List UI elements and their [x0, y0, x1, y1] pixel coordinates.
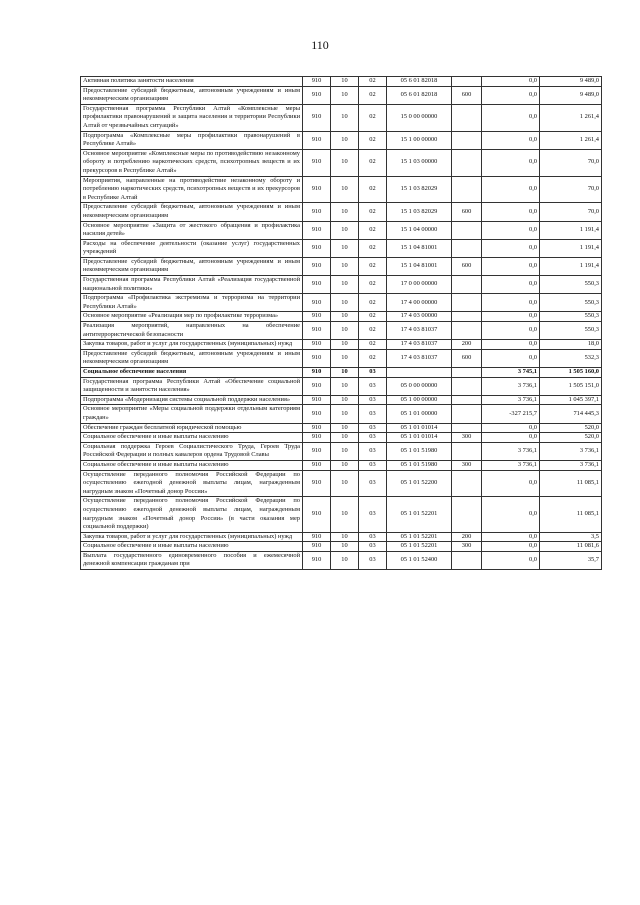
row-name: Расходы на обеспечение деятельности (оказание услуг) государственных учреждений: [81, 239, 303, 257]
row-subsection: 03: [359, 433, 387, 443]
row-amount-change: 0,0: [482, 176, 540, 203]
table-row: [81, 542, 602, 552]
row-expense-type: [452, 149, 482, 176]
row-expense-type: 600: [452, 349, 482, 367]
row-amount-change: 0,0: [482, 322, 540, 340]
row-name: Основное мероприятие «Защита от жестокого обращения и профилактика насилия детей»: [81, 221, 303, 239]
row-expense-type: [452, 497, 482, 532]
row-amount-total: 1 505 151,0: [540, 377, 602, 395]
budget-table: [80, 76, 602, 570]
row-subsection: 02: [359, 239, 387, 257]
row-name: Государственная программа Республики Алтай «Реализация государственной национальной политики»: [81, 276, 303, 294]
row-amount-change: 0,0: [482, 294, 540, 312]
row-name: Предоставление субсидий бюджетным, автономным учреждениям и иным некоммерческим организациям: [81, 349, 303, 367]
row-name: Подпрограмма «Профилактика экстремизма и терроризма на территории Республики Алтай»: [81, 294, 303, 312]
row-amount-total: 1 191,4: [540, 221, 602, 239]
row-target-code: 05 1 01 51980: [387, 442, 452, 460]
row-name: Социальное обеспечение и иные выплаты населению: [81, 542, 303, 552]
row-amount-total: 1 191,4: [540, 239, 602, 257]
row-target-code: 05 1 01 01014: [387, 433, 452, 443]
row-amount-total: 1 261,4: [540, 131, 602, 149]
row-subsection: 02: [359, 349, 387, 367]
row-amount-change: 0,0: [482, 276, 540, 294]
row-amount-total: 70,0: [540, 176, 602, 203]
row-expense-type: [452, 442, 482, 460]
table-row: [81, 203, 602, 221]
row-expense-type: 200: [452, 340, 482, 350]
row-target-code: 05 1 01 00000: [387, 405, 452, 423]
row-section: 10: [331, 542, 359, 552]
row-target-code: 05 0 00 00000: [387, 377, 452, 395]
row-name: Социальное обеспечение населения: [81, 368, 303, 378]
row-ministry-code: 910: [303, 497, 331, 532]
row-section: 10: [331, 442, 359, 460]
row-target-code: [387, 368, 452, 378]
row-name: Предоставление субсидий бюджетным, автономным учреждениям и иным некоммерческим организациям: [81, 203, 303, 221]
row-ministry-code: 910: [303, 340, 331, 350]
row-ministry-code: 910: [303, 149, 331, 176]
row-ministry-code: 910: [303, 395, 331, 405]
row-amount-total: 550,3: [540, 276, 602, 294]
row-section: 10: [331, 104, 359, 131]
row-ministry-code: 910: [303, 294, 331, 312]
row-expense-type: 600: [452, 86, 482, 104]
row-amount-total: 9 489,0: [540, 77, 602, 87]
table-row: [81, 551, 602, 569]
row-section: 10: [331, 349, 359, 367]
table-row: [81, 368, 602, 378]
row-ministry-code: 910: [303, 131, 331, 149]
row-target-code: 05 1 00 00000: [387, 395, 452, 405]
table-row: [81, 405, 602, 423]
row-subsection: 03: [359, 542, 387, 552]
row-subsection: 03: [359, 395, 387, 405]
row-subsection: 02: [359, 294, 387, 312]
row-amount-change: 0,0: [482, 131, 540, 149]
row-target-code: 15 1 04 81001: [387, 257, 452, 275]
row-expense-type: [452, 312, 482, 322]
row-section: 10: [331, 377, 359, 395]
row-amount-total: 3 736,1: [540, 460, 602, 470]
row-section: 10: [331, 239, 359, 257]
row-amount-change: 0,0: [482, 149, 540, 176]
row-amount-total: 1 261,4: [540, 104, 602, 131]
row-target-code: 15 1 03 82029: [387, 176, 452, 203]
row-target-code: 05 1 01 52201: [387, 497, 452, 532]
row-section: 10: [331, 405, 359, 423]
row-amount-change: 0,0: [482, 497, 540, 532]
row-subsection: 02: [359, 77, 387, 87]
row-subsection: 03: [359, 368, 387, 378]
row-name: Закупка товаров, работ и услуг для государственных (муниципальных) нужд: [81, 340, 303, 350]
row-expense-type: [452, 239, 482, 257]
row-amount-total: 550,3: [540, 294, 602, 312]
row-expense-type: [452, 377, 482, 395]
row-section: 10: [331, 532, 359, 542]
row-amount-change: 0,0: [482, 77, 540, 87]
row-name: Государственная программа Республики Алтай «Обеспечение социальной защищенности и занятости населения»: [81, 377, 303, 395]
row-ministry-code: 910: [303, 176, 331, 203]
table-row: [81, 470, 602, 497]
row-ministry-code: 910: [303, 239, 331, 257]
table-row: [81, 423, 602, 433]
table-row: [81, 312, 602, 322]
row-target-code: 05 1 01 51980: [387, 460, 452, 470]
row-expense-type: [452, 77, 482, 87]
table-row: [81, 294, 602, 312]
table-row: [81, 104, 602, 131]
table-row: [81, 221, 602, 239]
row-name: Подпрограмма «Комплексные меры профилактики правонарушений в Республике Алтай»: [81, 131, 303, 149]
row-section: 10: [331, 433, 359, 443]
row-amount-change: 0,0: [482, 257, 540, 275]
table-row: [81, 276, 602, 294]
row-subsection: 02: [359, 86, 387, 104]
row-name: Мероприятия, направленные на противодействие незаконному обороту и потреблению наркотических средств, психотропных веществ и их прекурсоров в Республике Алтай: [81, 176, 303, 203]
table-row: [81, 433, 602, 443]
row-target-code: 15 1 00 00000: [387, 131, 452, 149]
row-name: Подпрограмма «Модернизация системы социальной поддержки населения»: [81, 395, 303, 405]
row-ministry-code: 910: [303, 86, 331, 104]
row-ministry-code: 910: [303, 203, 331, 221]
row-name: Реализация мероприятий, направленных на обеспечение антитеррористической безопасности: [81, 322, 303, 340]
row-amount-change: 3 745,1: [482, 368, 540, 378]
row-amount-total: 70,0: [540, 149, 602, 176]
row-target-code: 17 4 03 81037: [387, 322, 452, 340]
row-section: 10: [331, 149, 359, 176]
row-amount-change: 0,0: [482, 86, 540, 104]
row-target-code: 17 0 00 00000: [387, 276, 452, 294]
row-subsection: 03: [359, 532, 387, 542]
table-row: [81, 239, 602, 257]
row-target-code: 15 0 00 00000: [387, 104, 452, 131]
row-section: 10: [331, 470, 359, 497]
row-ministry-code: 910: [303, 423, 331, 433]
table-row: [81, 131, 602, 149]
row-amount-total: 11 081,6: [540, 542, 602, 552]
table-row: [81, 257, 602, 275]
row-name: Социальное обеспечение и иные выплаты населению: [81, 433, 303, 443]
table-row: [81, 395, 602, 405]
row-section: 10: [331, 340, 359, 350]
row-name: Основное мероприятие «Комплексные меры по противодействию незаконному обороту и потреблению наркотических средств, психотропных веществ и их прекурсоров в Республике Алтай»: [81, 149, 303, 176]
row-amount-change: 3 736,1: [482, 442, 540, 460]
row-amount-change: 3 736,1: [482, 377, 540, 395]
row-amount-total: 35,7: [540, 551, 602, 569]
row-subsection: 02: [359, 257, 387, 275]
row-subsection: 02: [359, 221, 387, 239]
row-subsection: 02: [359, 104, 387, 131]
row-amount-change: 0,0: [482, 221, 540, 239]
page-number: 110: [311, 38, 329, 52]
row-expense-type: [452, 131, 482, 149]
row-expense-type: 300: [452, 433, 482, 443]
row-expense-type: 300: [452, 460, 482, 470]
table-row: [81, 77, 602, 87]
row-amount-total: 3 736,1: [540, 442, 602, 460]
row-amount-change: 0,0: [482, 104, 540, 131]
row-amount-total: 714 445,3: [540, 405, 602, 423]
row-target-code: 15 1 04 00000: [387, 221, 452, 239]
table-row: [81, 349, 602, 367]
row-amount-change: 0,0: [482, 470, 540, 497]
row-ministry-code: 910: [303, 551, 331, 569]
row-ministry-code: 910: [303, 257, 331, 275]
row-amount-change: 0,0: [482, 349, 540, 367]
row-amount-change: 3 736,1: [482, 395, 540, 405]
table-row: [81, 377, 602, 395]
row-name: Активная политика занятости населения: [81, 77, 303, 87]
row-target-code: 05 6 01 82018: [387, 77, 452, 87]
row-name: Обеспечение граждан бесплатной юридической помощью: [81, 423, 303, 433]
row-amount-total: 550,3: [540, 312, 602, 322]
row-section: 10: [331, 497, 359, 532]
row-subsection: 03: [359, 377, 387, 395]
row-target-code: 05 1 01 52400: [387, 551, 452, 569]
row-name: Закупка товаров, работ и услуг для государственных (муниципальных) нужд: [81, 532, 303, 542]
table-row: [81, 86, 602, 104]
row-section: 10: [331, 322, 359, 340]
table-row: [81, 176, 602, 203]
row-ministry-code: 910: [303, 405, 331, 423]
row-subsection: 02: [359, 176, 387, 203]
row-expense-type: 600: [452, 203, 482, 221]
row-amount-total: 520,0: [540, 433, 602, 443]
row-subsection: 02: [359, 203, 387, 221]
row-ministry-code: 910: [303, 377, 331, 395]
row-name: Социальное обеспечение и иные выплаты населению: [81, 460, 303, 470]
row-name: Выплата государственного единовременного пособия и ежемесячной денежной компенсации гражданам при: [81, 551, 303, 569]
row-amount-change: 0,0: [482, 239, 540, 257]
row-section: 10: [331, 176, 359, 203]
row-amount-total: 550,3: [540, 322, 602, 340]
row-amount-change: 0,0: [482, 340, 540, 350]
row-amount-change: 0,0: [482, 203, 540, 221]
row-amount-change: 0,0: [482, 433, 540, 443]
row-amount-total: 520,0: [540, 423, 602, 433]
row-expense-type: 600: [452, 257, 482, 275]
row-expense-type: [452, 395, 482, 405]
row-ministry-code: 910: [303, 460, 331, 470]
row-expense-type: [452, 176, 482, 203]
row-ministry-code: 910: [303, 221, 331, 239]
row-ministry-code: 910: [303, 470, 331, 497]
row-expense-type: 200: [452, 532, 482, 542]
row-target-code: 05 1 01 52201: [387, 532, 452, 542]
table-row: [81, 149, 602, 176]
row-section: 10: [331, 460, 359, 470]
row-subsection: 02: [359, 322, 387, 340]
table-row: [81, 340, 602, 350]
row-expense-type: [452, 551, 482, 569]
row-section: 10: [331, 423, 359, 433]
row-ministry-code: 910: [303, 532, 331, 542]
row-ministry-code: 910: [303, 104, 331, 131]
row-expense-type: [452, 221, 482, 239]
row-expense-type: [452, 294, 482, 312]
row-section: 10: [331, 131, 359, 149]
row-target-code: 15 1 03 82029: [387, 203, 452, 221]
row-target-code: 17 4 03 81037: [387, 340, 452, 350]
table-row: [81, 442, 602, 460]
table-row: [81, 532, 602, 542]
table-row: [81, 497, 602, 532]
row-name: Основное мероприятие «Меры социальной поддержки отдельным категориям граждан»: [81, 405, 303, 423]
row-expense-type: [452, 276, 482, 294]
row-section: 10: [331, 551, 359, 569]
row-section: 10: [331, 276, 359, 294]
row-ministry-code: 910: [303, 442, 331, 460]
row-amount-total: 18,0: [540, 340, 602, 350]
row-subsection: 02: [359, 276, 387, 294]
row-target-code: 15 1 04 81001: [387, 239, 452, 257]
row-name: Социальная поддержка Героев Социалистического Труда, Героев Труда Российской Федерации и полных кавалеров ордена Трудовой Славы: [81, 442, 303, 460]
row-subsection: 03: [359, 497, 387, 532]
row-section: 10: [331, 77, 359, 87]
row-amount-change: 0,0: [482, 551, 540, 569]
row-expense-type: [452, 322, 482, 340]
row-amount-total: 1 191,4: [540, 257, 602, 275]
row-section: 10: [331, 312, 359, 322]
row-subsection: 02: [359, 149, 387, 176]
row-amount-total: 1 045 397,1: [540, 395, 602, 405]
row-amount-change: 0,0: [482, 532, 540, 542]
row-ministry-code: 910: [303, 276, 331, 294]
row-subsection: 03: [359, 405, 387, 423]
row-ministry-code: 910: [303, 368, 331, 378]
row-target-code: 05 1 01 52200: [387, 470, 452, 497]
row-expense-type: [452, 368, 482, 378]
row-name: Основное мероприятие «Реализация мер по профилактике терроризма»: [81, 312, 303, 322]
row-subsection: 03: [359, 470, 387, 497]
row-ministry-code: 910: [303, 349, 331, 367]
row-ministry-code: 910: [303, 322, 331, 340]
row-target-code: 05 6 01 82018: [387, 86, 452, 104]
row-target-code: 15 1 03 00000: [387, 149, 452, 176]
row-expense-type: [452, 470, 482, 497]
row-expense-type: [452, 405, 482, 423]
row-subsection: 02: [359, 340, 387, 350]
row-section: 10: [331, 395, 359, 405]
row-ministry-code: 910: [303, 312, 331, 322]
row-target-code: 17 4 03 00000: [387, 312, 452, 322]
row-section: 10: [331, 294, 359, 312]
row-subsection: 03: [359, 460, 387, 470]
row-section: 10: [331, 368, 359, 378]
row-name: Предоставление субсидий бюджетным, автономным учреждениям и иным некоммерческим организациям: [81, 86, 303, 104]
row-subsection: 03: [359, 442, 387, 460]
row-name: Государственная программа Республики Алтай «Комплексные меры профилактики правонарушений и защита населения и территории Республики Алтай от чрезвычайных ситуаций»: [81, 104, 303, 131]
row-section: 10: [331, 257, 359, 275]
row-amount-change: 3 736,1: [482, 460, 540, 470]
row-name: Предоставление субсидий бюджетным, автономным учреждениям и иным некоммерческим организациям: [81, 257, 303, 275]
row-name: Осуществление переданного полномочия Российской Федерации по осуществлению ежегодной денежной выплаты лицам, награжденным нагрудным знаком «Почетный донор России» (в части оказания мер социальной поддержки): [81, 497, 303, 532]
row-expense-type: [452, 423, 482, 433]
row-amount-change: -327 215,7: [482, 405, 540, 423]
row-section: 10: [331, 221, 359, 239]
row-subsection: 03: [359, 423, 387, 433]
row-ministry-code: 910: [303, 433, 331, 443]
row-name: Осуществление переданного полномочия Российской Федерации по осуществлению ежегодной денежной выплаты лицам, награжденным нагрудным знаком «Почетный донор России»: [81, 470, 303, 497]
row-target-code: 05 1 01 01014: [387, 423, 452, 433]
row-target-code: 17 4 00 00000: [387, 294, 452, 312]
row-ministry-code: 910: [303, 542, 331, 552]
row-target-code: 17 4 03 81037: [387, 349, 452, 367]
row-amount-change: 0,0: [482, 542, 540, 552]
row-subsection: 02: [359, 312, 387, 322]
table-row: [81, 322, 602, 340]
row-amount-total: 3,5: [540, 532, 602, 542]
row-expense-type: 300: [452, 542, 482, 552]
row-amount-total: 70,0: [540, 203, 602, 221]
row-amount-change: 0,0: [482, 423, 540, 433]
row-amount-total: 11 085,1: [540, 470, 602, 497]
row-amount-total: 9 489,0: [540, 86, 602, 104]
row-target-code: 05 1 01 52201: [387, 542, 452, 552]
row-amount-total: 1 505 160,0: [540, 368, 602, 378]
row-expense-type: [452, 104, 482, 131]
row-ministry-code: 910: [303, 77, 331, 87]
row-amount-total: 532,3: [540, 349, 602, 367]
table-row: [81, 460, 602, 470]
row-section: 10: [331, 203, 359, 221]
row-subsection: 03: [359, 551, 387, 569]
row-section: 10: [331, 86, 359, 104]
row-amount-total: 11 085,1: [540, 497, 602, 532]
row-subsection: 02: [359, 131, 387, 149]
row-amount-change: 0,0: [482, 312, 540, 322]
